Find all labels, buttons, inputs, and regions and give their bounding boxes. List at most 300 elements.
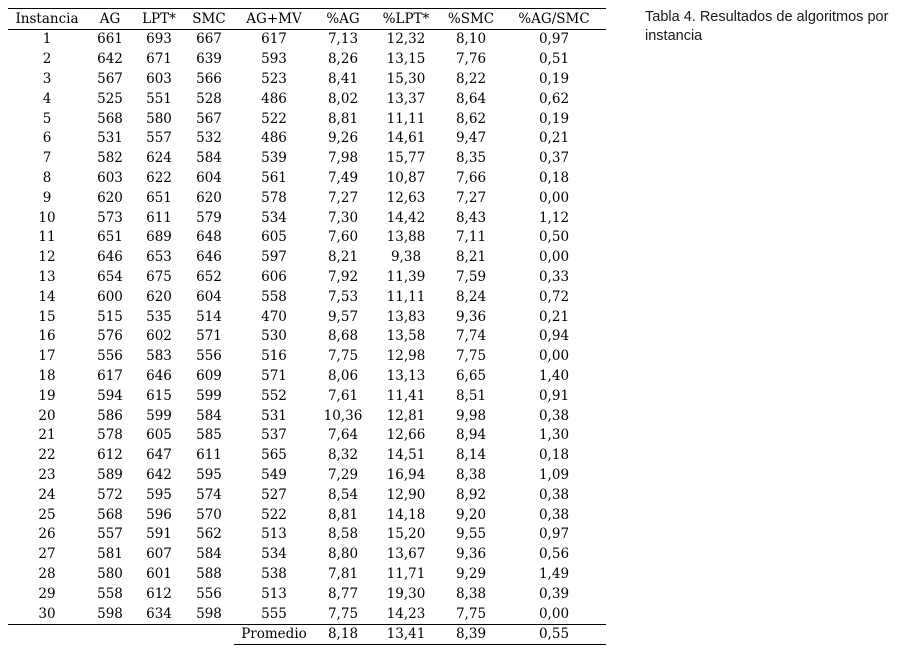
cell-pct-lpt: 13,37 [386,90,426,107]
cell-pct-smc: 7,75 [455,348,487,365]
cell-pct-ag: 8,21 [327,249,359,266]
cell-instancia: 8 [42,169,52,186]
cell-ag: 603 [97,169,123,186]
cell-pct-lpt: 14,42 [386,209,426,226]
cell-pct-ag-smc: 0,51 [538,51,570,68]
cell-pct-lpt: 12,90 [386,486,426,503]
cell-instancia: 29 [38,585,56,602]
table-row [8,208,606,228]
cell-pct-ag: 9,26 [327,130,359,147]
cell-lpt: 611 [146,209,172,226]
cell-ag-mv: 486 [261,130,287,147]
cell-ag-mv: 486 [261,90,287,107]
cell-pct-lpt: 12,32 [386,31,426,48]
table-row [8,188,606,208]
cell-lpt: 603 [146,70,172,87]
table-row [8,525,606,545]
cell-instancia: 15 [38,308,56,325]
cell-pct-smc: 9,20 [455,506,487,523]
cell-ag: 515 [97,308,123,325]
cell-lpt: 583 [146,348,172,365]
cell-pct-smc: 7,75 [440,604,502,624]
cell-pct-ag: 8,58 [327,526,359,543]
cell-ag: 573 [97,209,123,226]
cell-pct-ag: 10,36 [323,407,363,424]
cell-pct-smc: 8,92 [455,486,487,503]
cell-pct-smc: 7,74 [455,328,487,345]
cell-lpt: 651 [146,189,172,206]
cell-smc: 639 [196,51,222,68]
cell-ag-mv: 597 [261,249,287,266]
cell-pct-ag-smc: 0,19 [538,110,570,127]
cell-pct-lpt: 15,20 [386,526,426,543]
table-row [8,248,606,268]
cell-smc: 571 [196,328,222,345]
header-lpt: LPT* [134,9,184,30]
cell-pct-ag-smc: 0,72 [538,288,570,305]
cell-smc: 579 [196,209,222,226]
cell-pct-smc: 7,76 [455,51,487,68]
cell-pct-ag: 7,64 [327,427,359,444]
cell-ag: 589 [97,466,123,483]
cell-instancia: 5 [42,110,52,127]
table-row [8,386,606,406]
cell-pct-lpt: 10,87 [386,169,426,186]
cell-instancia: 23 [38,466,56,483]
cell-pct-ag-smc: 0,38 [538,506,570,523]
cell-instancia: 13 [38,268,56,285]
cell-instancia: 20 [38,407,56,424]
cell-pct-lpt: 13,83 [386,308,426,325]
cell-pct-lpt: 12,98 [386,348,426,365]
cell-pct-smc: 9,36 [455,308,487,325]
cell-pct-ag-smc: 1,40 [538,367,570,384]
cell-pct-ag: 7,13 [327,31,359,48]
cell-lpt: 602 [146,328,172,345]
cell-ag-mv: 558 [261,288,287,305]
cell-pct-ag-smc: 0,38 [538,407,570,424]
cell-pct-lpt: 13,15 [386,51,426,68]
average-pct-smc: 8,39 [440,624,502,644]
cell-pct-smc: 6,65 [455,367,487,384]
cell-pct-ag: 7,81 [327,565,359,582]
table-row [8,327,606,347]
table-row [8,565,606,585]
cell-ag: 531 [97,130,123,147]
cell-instancia: 17 [38,348,56,365]
cell-ag-mv: 555 [234,604,314,624]
cell-lpt: 612 [146,585,172,602]
cell-lpt: 689 [146,229,172,246]
table-row [8,347,606,367]
cell-smc: 528 [196,90,222,107]
cell-pct-lpt: 11,11 [386,288,426,305]
cell-ag: 558 [97,585,123,602]
cell-instancia: 26 [38,526,56,543]
cell-smc: 611 [196,447,222,464]
cell-instancia: 28 [38,565,56,582]
cell-pct-ag: 8,54 [327,486,359,503]
cell-pct-ag-smc: 1,12 [538,209,570,226]
table-row [8,129,606,149]
cell-pct-smc: 8,51 [455,387,487,404]
cell-smc: 562 [196,526,222,543]
average-pct-ag: 8,18 [314,624,372,644]
cell-pct-lpt: 12,66 [386,427,426,444]
cell-ag-mv: 513 [261,585,287,602]
cell-ag-mv: 617 [261,31,287,48]
cell-pct-smc: 8,24 [455,288,487,305]
cell-pct-smc: 8,38 [455,466,487,483]
cell-smc: 588 [196,565,222,582]
cell-instancia: 9 [42,189,52,206]
cell-instancia: 21 [38,427,56,444]
cell-pct-ag: 8,77 [327,585,359,602]
cell-pct-lpt: 14,23 [372,604,440,624]
cell-pct-smc: 9,47 [455,130,487,147]
cell-smc: 604 [196,169,222,186]
cell-pct-ag-smc: 1,09 [538,466,570,483]
cell-pct-lpt: 14,18 [386,506,426,523]
cell-pct-smc: 9,36 [455,546,487,563]
cell-ag: 586 [97,407,123,424]
cell-ag: 642 [97,51,123,68]
average-blank-cell [86,624,134,644]
cell-pct-ag-smc: 0,21 [538,130,570,147]
cell-pct-lpt: 16,94 [386,466,426,483]
cell-lpt: 646 [146,367,172,384]
cell-pct-lpt: 14,51 [386,447,426,464]
cell-pct-ag: 7,75 [327,348,359,365]
cell-ag: 556 [97,348,123,365]
cell-pct-smc: 7,11 [455,229,487,246]
cell-pct-ag-smc: 0,00 [538,189,570,206]
cell-instancia: 19 [38,387,56,404]
cell-pct-lpt: 12,81 [386,407,426,424]
table-row [8,545,606,565]
cell-smc: 609 [196,367,222,384]
cell-lpt: 620 [146,288,172,305]
cell-smc: 599 [196,387,222,404]
cell-ag-mv: 513 [261,526,287,543]
cell-lpt: 595 [146,486,172,503]
cell-smc: 652 [196,268,222,285]
table-row [8,287,606,307]
cell-ag: 661 [97,31,123,48]
table-row [8,446,606,466]
cell-pct-ag: 8,06 [327,367,359,384]
header-pct-lpt: %LPT* [372,9,440,30]
cell-ag: 598 [86,604,134,624]
cell-ag-mv: 523 [261,70,287,87]
cell-pct-ag: 7,60 [327,229,359,246]
cell-ag: 572 [97,486,123,503]
cell-instancia: 1 [42,31,52,48]
cell-lpt: 693 [146,31,172,48]
cell-ag: 567 [97,70,123,87]
average-blank-cell [8,624,86,644]
cell-ag-mv: 561 [261,169,287,186]
cell-ag-mv: 552 [261,387,287,404]
cell-pct-ag: 8,41 [327,70,359,87]
cell-smc: 598 [184,604,234,624]
cell-ag: 620 [97,189,123,206]
cell-pct-ag-smc: 0,39 [538,585,570,602]
cell-lpt: 647 [146,447,172,464]
cell-lpt: 622 [146,169,172,186]
cell-ag: 580 [97,565,123,582]
cell-pct-lpt: 13,58 [386,328,426,345]
cell-smc: 574 [196,486,222,503]
cell-ag: 654 [97,268,123,285]
cell-pct-smc: 8,94 [455,427,487,444]
table-row [8,169,606,189]
cell-pct-ag-smc: 0,97 [538,526,570,543]
cell-pct-ag: 7,92 [327,268,359,285]
cell-instancia: 2 [42,51,52,68]
cell-pct-lpt: 11,71 [386,565,426,582]
cell-lpt: 535 [146,308,172,325]
cell-ag: 651 [97,229,123,246]
cell-pct-ag-smc: 0,94 [538,328,570,345]
cell-ag-mv: 516 [261,348,287,365]
table-row [8,109,606,129]
table-row [8,604,606,624]
cell-ag-mv: 537 [261,427,287,444]
table-row [8,50,606,70]
cell-pct-ag-smc: 0,18 [538,169,570,186]
cell-ag-mv: 522 [261,110,287,127]
header-instancia: Instancia [8,9,86,30]
cell-ag-mv: 578 [261,189,287,206]
cell-pct-lpt: 11,11 [386,110,426,127]
cell-ag-mv: 534 [261,546,287,563]
cell-lpt: 634 [134,604,184,624]
cell-ag-mv: 549 [261,466,287,483]
cell-pct-ag: 9,57 [327,308,359,325]
cell-lpt: 551 [146,90,172,107]
cell-pct-ag-smc: 1,49 [538,565,570,582]
cell-ag: 568 [97,110,123,127]
cell-pct-smc: 8,21 [455,249,487,266]
cell-ag-mv: 565 [261,447,287,464]
cell-ag-mv: 571 [261,367,287,384]
table-row [8,228,606,248]
table-row [8,485,606,505]
cell-pct-ag: 8,32 [327,447,359,464]
average-pct-lpt: 13,41 [372,624,440,644]
cell-instancia: 24 [38,486,56,503]
table-row [8,30,606,50]
cell-pct-ag: 7,75 [314,604,372,624]
cell-pct-ag: 8,81 [327,506,359,523]
cell-pct-lpt: 14,61 [386,130,426,147]
cell-pct-lpt: 11,39 [386,268,426,285]
header-smc: SMC [184,9,234,30]
cell-instancia: 6 [42,130,52,147]
cell-smc: 604 [196,288,222,305]
table-row [8,406,606,426]
cell-ag: 594 [97,387,123,404]
cell-ag-mv: 522 [261,506,287,523]
cell-lpt: 624 [146,150,172,167]
cell-instancia: 4 [42,90,52,107]
cell-pct-ag-smc: 0,50 [538,229,570,246]
cell-instancia: 7 [42,150,52,167]
average-blank-cell [184,624,234,644]
cell-pct-lpt: 13,88 [386,229,426,246]
table-row [8,307,606,327]
cell-instancia: 14 [38,288,56,305]
cell-ag: 617 [97,367,123,384]
cell-pct-ag-smc: 0,00 [538,348,570,365]
cell-instancia: 27 [38,546,56,563]
cell-ag: 612 [97,447,123,464]
cell-pct-ag: 7,98 [327,150,359,167]
cell-pct-ag-smc: 0,00 [538,249,570,266]
cell-ag-mv: 539 [261,150,287,167]
table-row [8,149,606,169]
cell-ag-mv: 470 [261,308,287,325]
cell-pct-smc: 8,64 [455,90,487,107]
cell-ag: 600 [97,288,123,305]
table-row [8,466,606,486]
cell-smc: 646 [196,249,222,266]
cell-smc: 566 [196,70,222,87]
cell-pct-smc: 8,35 [455,150,487,167]
cell-pct-ag-smc: 0,19 [538,70,570,87]
cell-ag: 576 [97,328,123,345]
cell-pct-ag: 7,61 [327,387,359,404]
cell-ag-mv: 605 [261,229,287,246]
cell-ag-mv: 534 [261,209,287,226]
cell-lpt: 653 [146,249,172,266]
results-table [8,8,606,645]
cell-instancia: 30 [8,604,86,624]
cell-smc: 584 [196,150,222,167]
cell-lpt: 642 [146,466,172,483]
cell-pct-smc: 9,55 [455,526,487,543]
cell-pct-smc: 7,66 [455,169,487,186]
cell-instancia: 18 [38,367,56,384]
cell-pct-smc: 8,38 [455,585,487,602]
cell-pct-ag-smc: 0,97 [538,31,570,48]
cell-pct-smc: 8,62 [455,110,487,127]
cell-pct-ag: 7,27 [327,189,359,206]
cell-pct-ag: 7,30 [327,209,359,226]
cell-instancia: 12 [38,249,56,266]
cell-ag: 568 [97,506,123,523]
table-row [8,584,606,604]
cell-smc: 620 [196,189,222,206]
cell-lpt: 605 [146,427,172,444]
cell-smc: 567 [196,110,222,127]
cell-ag: 525 [97,90,123,107]
cell-instancia: 16 [38,328,56,345]
cell-ag: 578 [97,427,123,444]
cell-smc: 595 [196,466,222,483]
cell-instancia: 11 [38,229,56,246]
cell-instancia: 22 [38,447,56,464]
cell-smc: 667 [196,31,222,48]
cell-pct-smc: 8,10 [455,31,487,48]
cell-pct-ag: 7,53 [327,288,359,305]
cell-pct-ag-smc: 1,30 [538,427,570,444]
cell-lpt: 675 [146,268,172,285]
cell-ag: 581 [97,546,123,563]
cell-pct-smc: 8,14 [455,447,487,464]
cell-ag: 557 [97,526,123,543]
cell-pct-ag-smc: 0,38 [538,486,570,503]
cell-lpt: 607 [146,546,172,563]
header-pct-ag-smc: %AG/SMC [502,9,606,30]
table-header-row [8,9,606,30]
cell-pct-ag-smc: 0,18 [538,447,570,464]
cell-pct-ag: 7,49 [327,169,359,186]
cell-pct-ag: 7,29 [327,466,359,483]
cell-lpt: 557 [146,130,172,147]
cell-smc: 556 [196,585,222,602]
table-caption: Tabla 4. Resultados de algoritmos por instancia [645,9,889,44]
table-row [8,70,606,90]
cell-instancia: 3 [42,70,52,87]
header-ag-mv: AG+MV [234,9,314,30]
average-pct-ag-smc: 0,55 [502,624,606,644]
cell-instancia: 10 [38,209,56,226]
cell-lpt: 671 [146,51,172,68]
table-body [8,30,606,625]
table-row [8,268,606,288]
cell-pct-smc: 9,98 [455,407,487,424]
header-ag: AG [86,9,134,30]
cell-pct-ag-smc: 0,91 [538,387,570,404]
cell-pct-ag-smc: 0,56 [538,546,570,563]
cell-smc: 584 [196,407,222,424]
header-pct-smc: %SMC [440,9,502,30]
header-pct-ag: %AG [314,9,372,30]
cell-smc: 584 [196,546,222,563]
cell-pct-ag: 8,26 [327,51,359,68]
table-row [8,505,606,525]
cell-pct-ag-smc: 0,00 [502,604,606,624]
table-row [8,89,606,109]
cell-pct-smc: 9,29 [455,565,487,582]
cell-pct-ag: 8,81 [327,110,359,127]
cell-pct-smc: 8,43 [455,209,487,226]
table-row [8,367,606,387]
cell-ag-mv: 530 [261,328,287,345]
cell-lpt: 580 [146,110,172,127]
cell-pct-lpt: 19,30 [386,585,426,602]
cell-pct-smc: 7,27 [455,189,487,206]
cell-pct-lpt: 11,41 [386,387,426,404]
cell-pct-ag: 8,80 [327,546,359,563]
cell-lpt: 596 [146,506,172,523]
cell-pct-lpt: 13,67 [386,546,426,563]
cell-pct-ag-smc: 0,62 [538,90,570,107]
cell-pct-lpt: 15,77 [386,150,426,167]
cell-smc: 514 [196,308,222,325]
cell-lpt: 601 [146,565,172,582]
cell-pct-ag: 8,02 [327,90,359,107]
table-row [8,426,606,446]
cell-instancia: 25 [38,506,56,523]
cell-lpt: 599 [146,407,172,424]
cell-lpt: 591 [146,526,172,543]
cell-pct-ag-smc: 0,37 [538,150,570,167]
cell-pct-ag-smc: 0,21 [538,308,570,325]
cell-pct-ag-smc: 0,33 [538,268,570,285]
